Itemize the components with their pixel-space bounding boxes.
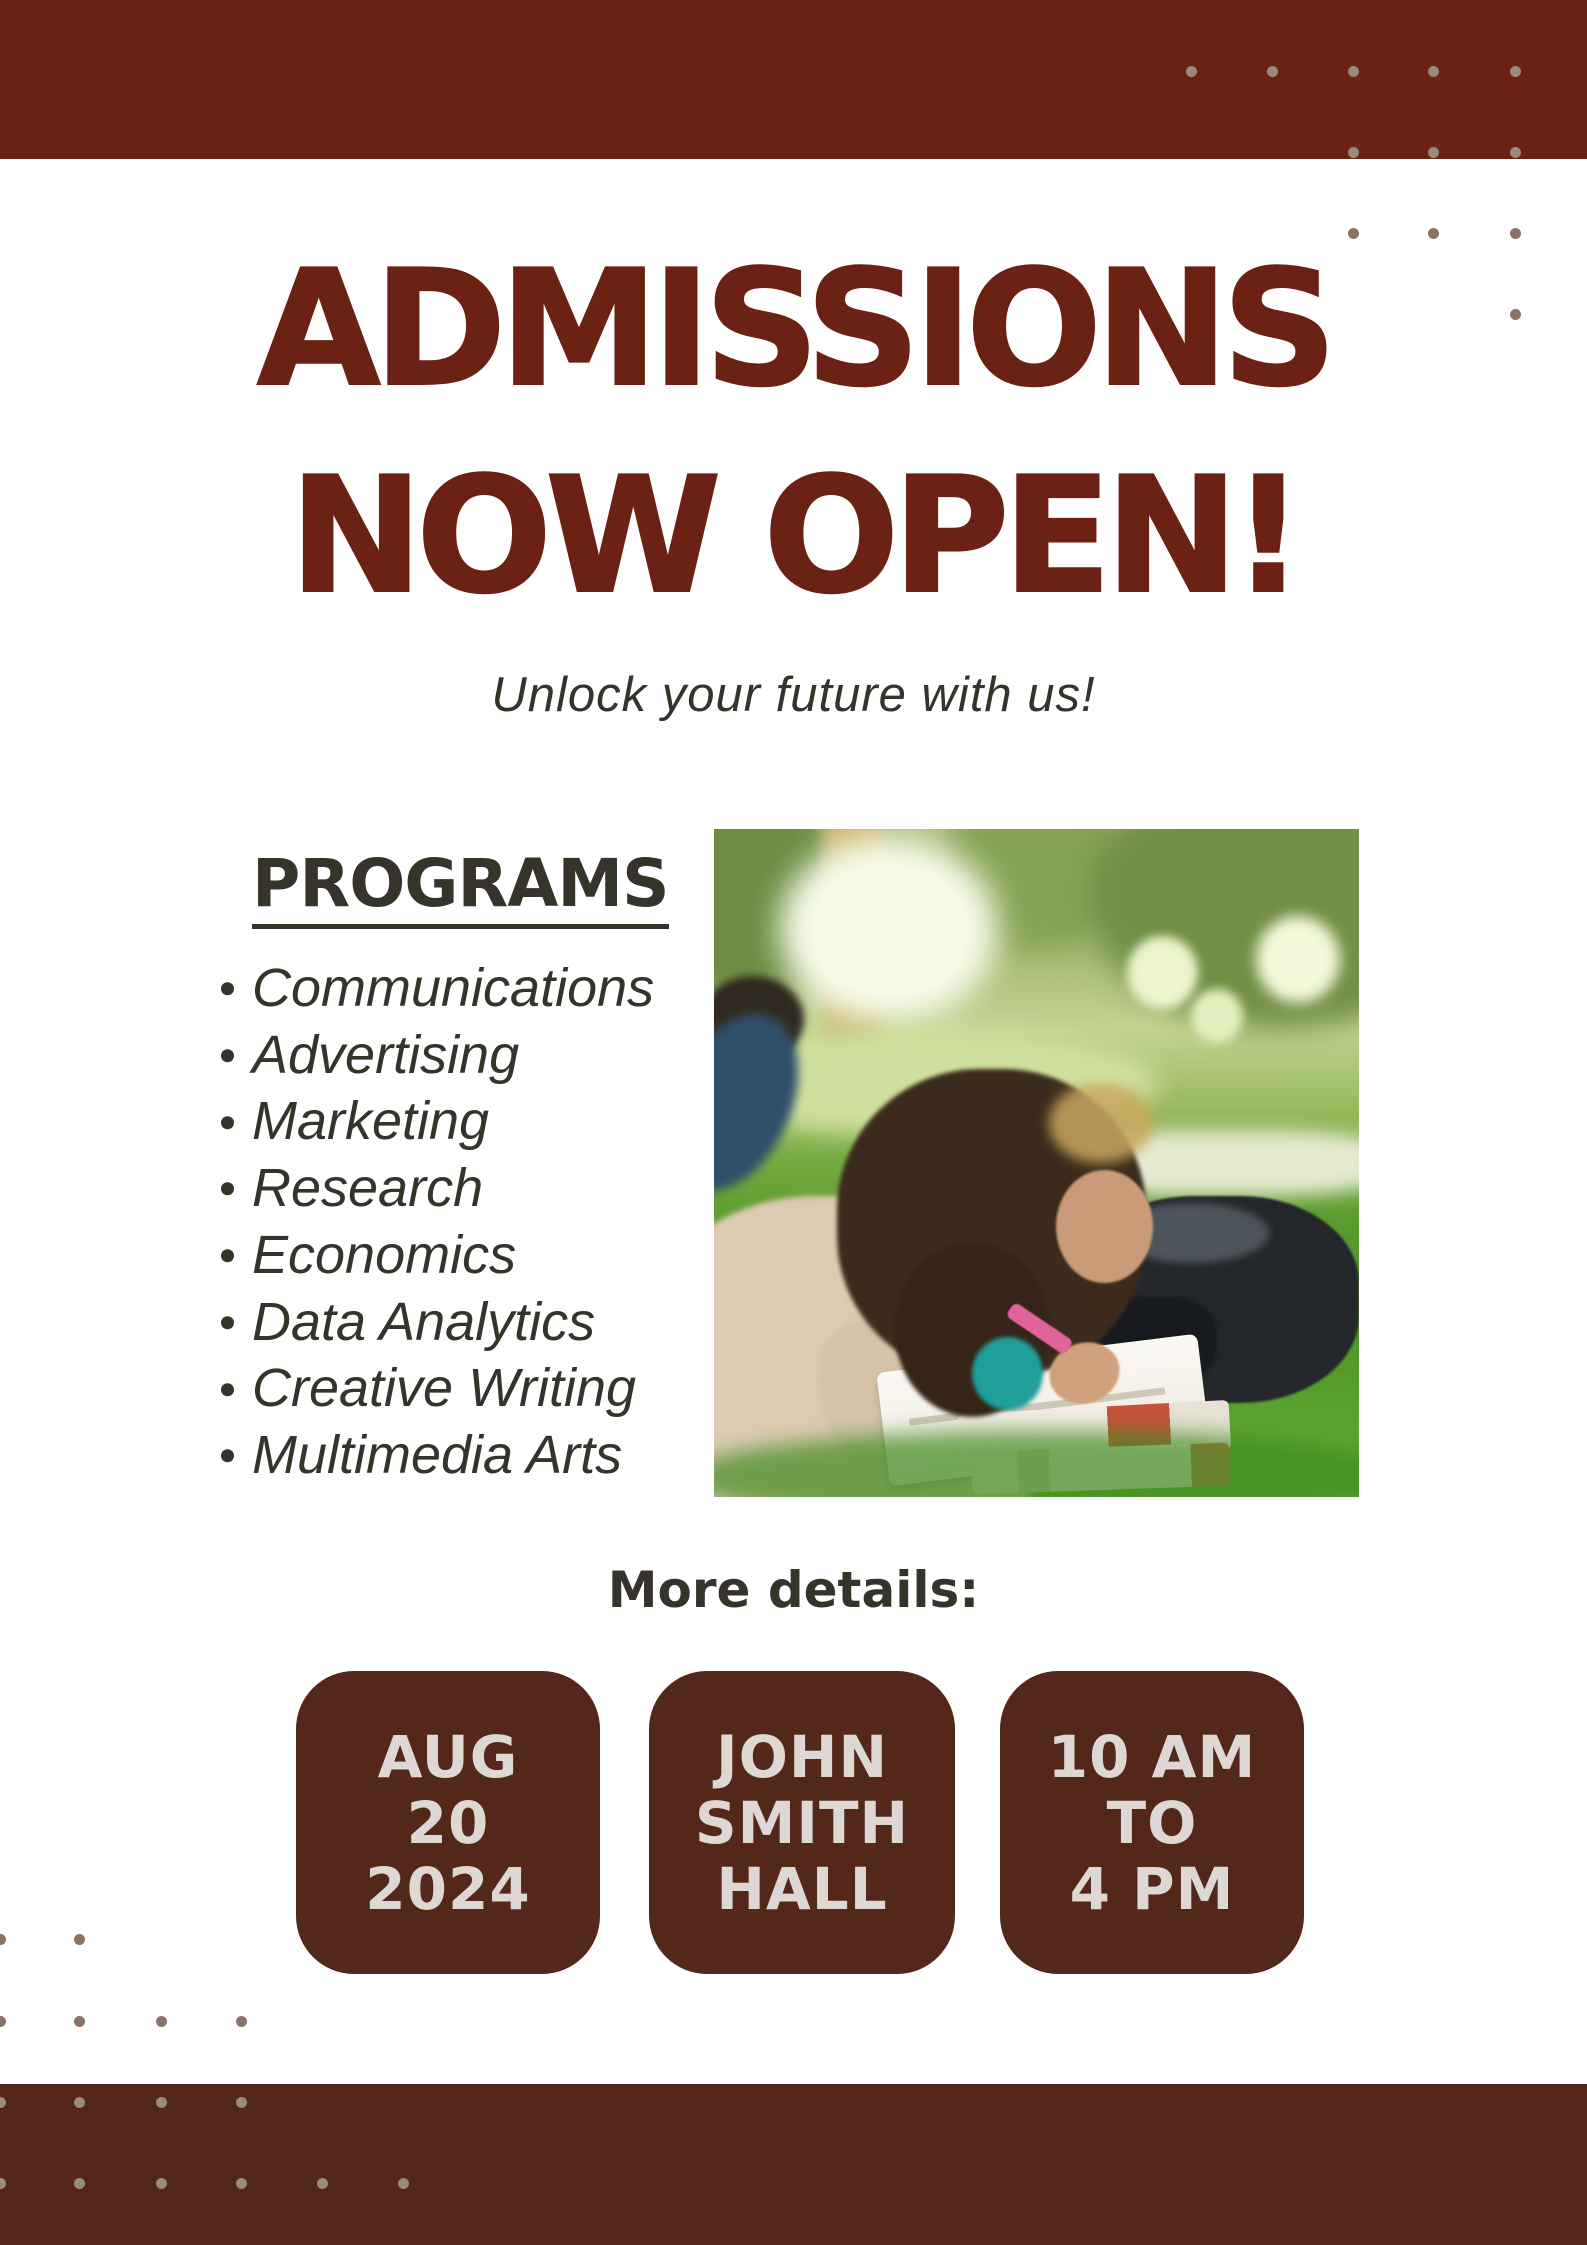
- photo-bokeh-light: [1256, 916, 1340, 1003]
- photo-teal-shirt: [972, 1337, 1043, 1410]
- program-item: Research: [221, 1155, 654, 1222]
- decor-dot: [1186, 66, 1197, 77]
- detail-box-venue: [649, 1671, 955, 1974]
- photo-sunlight-glow: [779, 836, 998, 1023]
- decor-dot: [1510, 309, 1521, 320]
- detail-box-venue-line: JOHN: [716, 1722, 888, 1791]
- title-line-2: NOW OPEN!: [289, 442, 1298, 629]
- program-item: Communications: [221, 955, 654, 1022]
- decor-dot: [398, 2178, 409, 2189]
- detail-box-time-line: TO: [1106, 1788, 1198, 1857]
- decor-dot: [1428, 228, 1439, 239]
- detail-box-time-line: 10 AM: [1047, 1722, 1257, 1791]
- decor-dot: [0, 2178, 6, 2189]
- detail-box-date: [296, 1671, 600, 1974]
- campus-study-photo: [714, 829, 1359, 1497]
- decor-dot: [236, 2016, 247, 2027]
- photo-bokeh-light: [1191, 989, 1243, 1042]
- decor-dot: [1348, 66, 1359, 77]
- decor-dot: [1510, 147, 1521, 158]
- decor-dot: [1267, 66, 1278, 77]
- title-line-1: ADMISSIONS: [256, 235, 1331, 422]
- decor-dot: [1428, 66, 1439, 77]
- decor-dot: [74, 1934, 85, 1945]
- decor-dot: [0, 2016, 6, 2027]
- decor-dot: [236, 2178, 247, 2189]
- program-item: Data Analytics: [221, 1289, 654, 1356]
- decor-dot: [1510, 228, 1521, 239]
- decor-dot: [236, 2097, 247, 2108]
- poster-title: [0, 225, 1587, 639]
- top-bar-decoration: [0, 0, 1587, 159]
- more-details-label: More details:: [607, 1561, 980, 1619]
- program-item: Multimedia Arts: [221, 1422, 654, 1489]
- decor-dot: [0, 1934, 6, 1945]
- detail-box-date-line: AUG: [377, 1722, 519, 1791]
- program-item: Marketing: [221, 1088, 654, 1155]
- photo-hair-sunlight: [1049, 1083, 1152, 1163]
- program-item: Creative Writing: [221, 1355, 654, 1422]
- detail-box-venue-line: SMITH: [694, 1788, 910, 1857]
- photo-student-face: [1056, 1170, 1153, 1284]
- decor-dot: [74, 2178, 85, 2189]
- decor-dot: [1348, 147, 1359, 158]
- decor-dot: [156, 2016, 167, 2027]
- program-item: Advertising: [221, 1022, 654, 1089]
- bottom-bar-decoration: [0, 2084, 1587, 2245]
- decor-dot: [1510, 66, 1521, 77]
- decor-dot: [1428, 147, 1439, 158]
- detail-box-date-line: 20: [406, 1788, 490, 1857]
- programs-list: [221, 955, 654, 1489]
- detail-box-time: [1000, 1671, 1304, 1974]
- program-item: Economics: [221, 1222, 654, 1289]
- decor-dot: [74, 2016, 85, 2027]
- photo-bokeh-light: [1127, 936, 1198, 1009]
- decor-dot: [1348, 228, 1359, 239]
- decor-dot: [156, 2178, 167, 2189]
- decor-dot: [317, 2178, 328, 2189]
- poster-subtitle: Unlock your future with us!: [491, 668, 1096, 722]
- decor-dot: [156, 2097, 167, 2108]
- detail-box-time-line: 4 PM: [1069, 1854, 1235, 1923]
- decor-dot: [74, 2097, 85, 2108]
- decor-dot: [0, 2097, 6, 2108]
- detail-box-venue-line: HALL: [716, 1854, 888, 1923]
- detail-box-date-line: 2024: [365, 1854, 531, 1923]
- programs-heading: PROGRAMS: [252, 851, 669, 929]
